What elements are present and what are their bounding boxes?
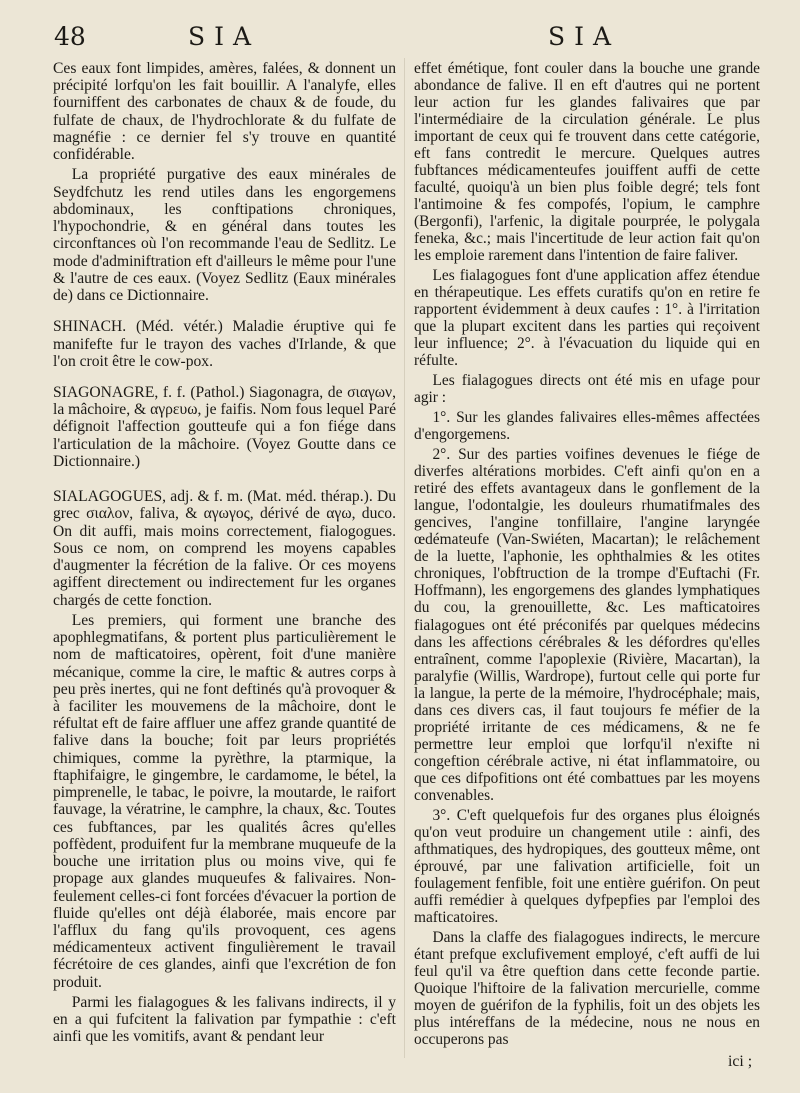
column-divider [404, 58, 405, 1058]
paragraph: SHINACH. (Méd. vétér.) Maladie éruptive qui fe manifefte fur le trayon des vaches d'Irlande, & que l'on croit être le cow-pox. [53, 318, 396, 370]
page-number: 48 [54, 22, 86, 51]
catchword: ici ; [728, 1053, 753, 1070]
paragraph: Les premiers, qui forment une branche des apophlegmatifans, & portent plus particulièrement le nom de mafticatoires, opèrent, foit d'une manière mécanique, comme la cire, le maftic & autres corps à peu près inertes, qui ne font deftinés qu'à provoquer & à faciliter les mouvemens de la mâchoire, dont le réfultat eft de faire affluer une affez grande quantité de falive dans la bouche; foit par leurs propriétés chimiques, comme la pyrèthre, la ptarmique, la ftaphifaigre, le gingembre, le cardamome, le bétel, la pimprenelle, le tabac, le poivre, la moutarde, le raifort fauvage, la vératrine, le camphre, la chaux, &c. Toutes ces fubftances, par les qualités âcres qu'elles poffèdent, produifent fur la membrane muqueufe de la bouche une irritation plus ou moins vive, qui fe propage aux glandes muqueufes & falivaires. Non-feulement celles-ci font forcées d'évacuer la portion de fluide qu'elles ont déjà élaborée, mais encore par l'afflux du fang qu'ils provoquent, ces agens médicamenteux activent fingulièrement le travail fécrétoire de ces glandes, ainfi que l'excrétion de fon produit. [53, 611, 396, 991]
running-header [0, 22, 800, 56]
paragraph: Les fialagogues font d'une application affez étendue en thérapeutique. Les effets curatifs qu'on en retire fe rapportent évidemment à deux caufes : 1°. à l'irritation que la plupart excitent dans les parties qui reçoivent leur influence; 2°. à l'évacuation du liquide qui en réfulte. [414, 267, 760, 370]
paragraph: Ces eaux font limpides, amères, falées, & donnent un précipité lorfqu'on les fait bouillir. A l'analyfe, elles fourniffent des carbonates de chaux & de foude, du fulfate de chaux, de l'hydrochlorate & du fulfate de magnéfie : ce dernier fel s'y trouve en quantité confidérable. [53, 60, 396, 164]
paragraph: Dans la claffe des fialagogues indirects, le mercure étant prefque exclufivement employé, c'eft auffi de lui feul qu'il va être queftion dans cette feconde partie. Quoique l'hiftoire de la falivation mercurielle, comme moyen de guérifon de la fyphilis, foit un des objets les plus intéreffans de la médecine, nous ne nous en occuperons pas [414, 928, 760, 1048]
paragraph: effet émétique, font couler dans la bouche une grande abondance de falive. Il en eft d'autres qui ne portent leur action fur les glandes falivaires que par l'intermédiaire de la circulation générale. Le plus important de ceux qui fe trouvent dans cette catégorie, eft fans contredit le mercure. Quelques autres fubftances médicamenteufes jouiffent auffi de cette faculté, quoiqu'à un bien plus foible degré; tels font l'antimoine & fes compofés, l'opium, le camphre (Bergonfi), l'arfenic, la digitale pourprée, le polygala feneka, &c.; mais l'incertitude de leur action fait qu'on les emploie rarement dans l'intention de faire faliver. [414, 60, 760, 265]
paragraph: SIALAGOGUES, adj. & f. m. (Mat. méd. thérap.). Du grec σιαλον, faliva, & αγωγος, dérivé de αγω, duco. On dit auffi, mais moins correctement, fialogogues. Sous ce nom, on comprend les moyens capables d'augmenter la fécrétion de la falive. Or ces moyens agiffent directement ou indirectement fur les organes chargés de cette fonction. [53, 488, 396, 609]
left-running-head: SIA [188, 22, 261, 51]
paragraph: 2°. Sur des parties voifines devenues le fiége de diverfes altérations morbides. C'eft ainfi qu'on en a retiré des effets avantageux dans le gonflement de la langue, l'odontalgie, les douleurs rhumatifmales des gencives, l'angine tonfillaire, l'angine laryngée œdémateufe (Van-Swiéten, Macartan); le relâchement de la luette, l'aphonie, les ophthalmies & les otites chroniques, l'obftruction de la trompe d'Euftachi (Fr. Hoffmann), les engorgemens des glandes lymphatiques du cou, la grenouillette, &c. Les mafticatoires fialagogues ont été préconifés par quelques médecins dans les affections cérébrales & les défordres qu'elles entraînent, comme l'apoplexie (Rivière, Macartan), la paralyfie (Willis, Wardrope), furtout celle qui porte fur la langue, la perte de la mémoire, l'hydrocéphale; mais, dans ces divers cas, il faut toujours fe méfier de la propriété irritante de ces médicamens, & ne fe permettre leur emploi que lorfqu'il n'exifte ni congeftion cérébrale active, ni état inflammatoire, ou que ces difpofitions ont été combattues par les moyens convenables. [414, 446, 760, 804]
right-running-head: SIA [548, 22, 621, 51]
paragraph: La propriété purgative des eaux minérales de Seydfchutz les rend utiles dans les engorgemens abdominaux, les conftipations chroniques, l'hypochondrie, & en général dans toutes les circonftances où l'on recommande l'eau de Sedlitz. Le mode d'adminiftration eft d'ailleurs le même pour l'une & l'autre de ces eaux. (Voyez Sedlitz (Eaux minérales de) dans ce Dictionnaire. [53, 166, 396, 305]
paragraph: 3°. C'eft quelquefois fur des organes plus éloignés qu'on veut produire un changement utile : ainfi, des afthmatiques, des hydropiques, des goutteux même, ont éprouvé, par une falivation artificielle, foit un foulagement fenfible, foit une entière guérifon. On peut auffi remédier à quelques dyfpepfies par l'emploi des mafticatoires. [414, 806, 760, 926]
paragraph: 1°. Sur les glandes falivaires elles-mêmes affectées d'engorgemens. [414, 409, 760, 444]
left-column [53, 60, 396, 1046]
paragraph: Les fialagogues directs ont été mis en ufage pour agir : [414, 372, 760, 407]
paragraph: SIAGONAGRE, f. f. (Pathol.) Siagonagra, de σιαγων, la mâchoire, & αγρευω, je faifis. Nom fous lequel Paré défignoit l'affection goutteufe qui a fon fiége dans l'articulation de la mâchoire. (Voyez Goutte dans ce Dictionnaire.) [53, 383, 396, 470]
right-column [414, 60, 760, 1048]
paragraph: Parmi les fialagogues & les falivans indirects, il y en a qui fufcitent la falivation par fympathie : c'eft ainfi que les vomitifs, avant & pendant leur [53, 993, 396, 1046]
